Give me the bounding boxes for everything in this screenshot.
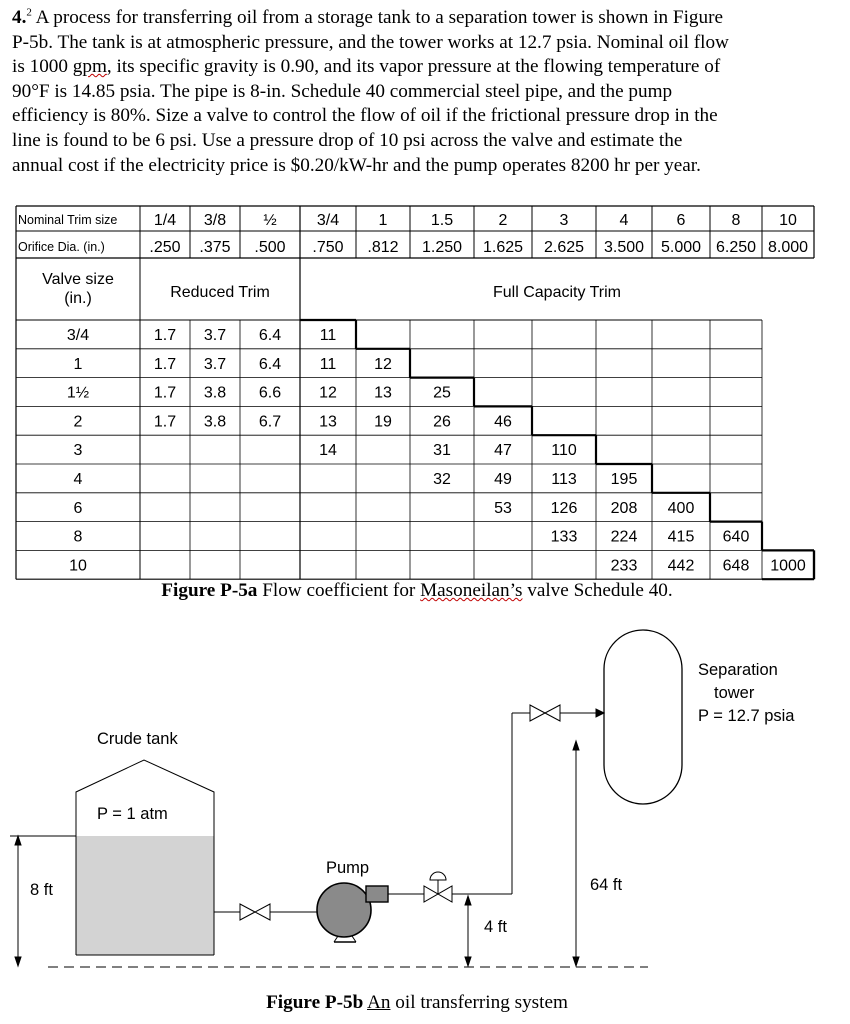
trim-size-header: 3	[559, 212, 569, 229]
trim-size-header: 1.5	[430, 212, 454, 229]
cv-value-cell: 3.7	[203, 327, 227, 344]
problem-line-3: is 1000 gpm, its specific gravity is 0.90, and its vapor pressure at the flowing temperature of	[12, 56, 721, 78]
orifice-dia-label: Orifice Dia. (in.)	[18, 240, 105, 254]
cv-value-cell: 113	[551, 471, 577, 488]
figure-p5b-caption: Figure P-5b An oil transferring system	[266, 992, 568, 1013]
oil-transfer-diagram	[10, 630, 682, 967]
cv-value-cell: 1.7	[153, 355, 177, 373]
valve-size-cell: 1	[73, 355, 83, 373]
valve-size-cell: 8	[73, 528, 83, 546]
trim-size-header: 3/4	[316, 212, 340, 229]
orifice-dia-header: .500	[254, 239, 286, 256]
cv-value-cell: 12	[319, 384, 337, 402]
dim-tank-arrow-down	[15, 957, 21, 966]
orifice-dia-header: 1.250	[421, 239, 463, 256]
top-flow-arrow	[596, 709, 604, 717]
orifice-dia-header: .375	[199, 239, 231, 256]
cv-value-cell: 11	[319, 327, 337, 344]
cv-value-cell: 400	[667, 499, 695, 517]
cv-value-cell: 208	[610, 499, 638, 517]
cv-value-cell: 6.4	[258, 355, 282, 373]
cv-value-cell: 47	[494, 442, 512, 460]
cv-value-cell: 3.7	[203, 355, 227, 373]
cv-value-cell: 14	[319, 442, 337, 460]
dim-tower-label: 64 ft	[590, 876, 623, 894]
trim-size-header: 2	[498, 212, 508, 229]
dim-tank-arrow-up	[15, 836, 21, 845]
cv-value-cell: 13	[374, 384, 392, 402]
cv-value-cell: 13	[319, 413, 337, 431]
trim-size-header: 3/8	[203, 212, 227, 229]
valve-size-cell: 4	[73, 471, 83, 488]
cv-value-cell: 110	[551, 442, 577, 460]
trim-size-header: 10	[779, 212, 797, 229]
orifice-dia-header: .750	[312, 239, 344, 256]
cv-value-cell: 6.6	[258, 384, 282, 402]
trim-size-label: Nominal Trim size	[18, 213, 118, 227]
cv-value-cell: 31	[433, 442, 451, 460]
orifice-dia-header: 3.500	[603, 239, 645, 256]
orifice-dia-header: .250	[149, 239, 181, 256]
pump-discharge-nozzle	[366, 886, 388, 902]
top-valve-icon	[530, 705, 560, 721]
cv-value-cell: 1.7	[153, 327, 177, 344]
valve-size-unit: (in.)	[64, 290, 92, 307]
reduced-trim-label: Reduced Trim	[170, 284, 270, 301]
dim-tower-arrow-down	[573, 957, 579, 966]
dim-tower-arrow-up	[573, 741, 579, 750]
dim-tank-label: 8 ft	[30, 881, 53, 899]
cv-value-cell: 442	[667, 557, 695, 575]
trim-size-header: 1/4	[153, 212, 177, 229]
problem-footnote: 2	[26, 6, 32, 19]
problem-line-1: 4.$^2$ A process for transferring oil from a storage tank to a separation tower is shown in Figure	[12, 6, 724, 28]
cv-value-cell: 648	[722, 557, 750, 575]
cv-value-cell: 195	[610, 471, 638, 488]
orifice-dia-header: 8.000	[767, 239, 809, 256]
cv-value-cell: 233	[610, 557, 638, 575]
cv-value-cell: 1.7	[153, 384, 177, 402]
cv-value-cell: 1.7	[153, 413, 177, 431]
orifice-dia-header: 5.000	[660, 239, 702, 256]
cv-value-cell: 3.8	[203, 384, 227, 402]
valve-size-cell: 1½	[66, 384, 90, 402]
tower-label-line-1: Separation	[698, 661, 778, 679]
cv-value-cell: 12	[374, 355, 392, 373]
pump-foot-right	[352, 936, 356, 942]
cv-value-cell: 25	[433, 384, 451, 402]
cv-value-cell: 32	[433, 471, 451, 488]
cv-value-cell: 1000	[770, 557, 806, 575]
pump-casing	[317, 883, 371, 937]
tower-label-line-2: tower	[714, 684, 755, 702]
crude-oil-level	[77, 836, 214, 955]
cv-value-cell: 19	[374, 413, 392, 431]
trim-size-header: 8	[731, 212, 741, 229]
suction-valve-icon	[240, 904, 270, 920]
trim-size-header: 4	[619, 212, 629, 229]
cv-table-text	[18, 212, 808, 574]
trim-size-header: 6	[676, 212, 686, 229]
cv-value-cell: 126	[550, 499, 578, 517]
valve-size-cell: 6	[73, 499, 83, 517]
crude-tank-roof	[76, 760, 214, 794]
cv-value-cell: 133	[550, 528, 578, 546]
figure-p5a-caption: Figure P-5a Flow coefficient for Masoneilan’s valve Schedule 40.	[161, 580, 673, 601]
cv-value-cell: 49	[494, 471, 512, 488]
valve-size-cell: 2	[73, 413, 83, 431]
problem-number: 4.	[12, 7, 27, 28]
tank-pressure-label: P = 1 atm	[97, 805, 168, 823]
cv-value-cell: 6.7	[258, 413, 282, 431]
cv-value-cell: 26	[433, 413, 451, 431]
problem-line-2: P-5b. The tank is at atmospheric pressure, and the tower works at 12.7 psia. Nominal oil flow	[12, 31, 729, 53]
orifice-dia-header: .812	[367, 239, 399, 256]
problem-line-4: 90°F is 14.85 psia. The pipe is 8-in. Schedule 40 commercial steel pipe, and the pump	[12, 80, 673, 102]
orifice-dia-header: 1.625	[482, 239, 524, 256]
cv-value-cell: 11	[319, 355, 337, 373]
cv-value-cell: 640	[722, 528, 750, 546]
pump-label: Pump	[326, 859, 370, 877]
valve-actuator-icon	[430, 872, 446, 880]
orifice-dia-header: 6.250	[715, 239, 757, 256]
problem-line-6: line is found to be 6 psi. Use a pressure drop of 10 psi across the valve and estimate the	[12, 129, 683, 151]
cv-value-cell: 53	[494, 499, 512, 517]
dim-pump-arrow-down	[465, 957, 471, 966]
separation-tower	[604, 630, 682, 804]
dim-pump-label: 4 ft	[484, 918, 507, 936]
valve-size-cell: 3	[73, 442, 83, 460]
valve-size-cell: 3/4	[66, 327, 90, 344]
crude-tank-label: Crude tank	[97, 730, 178, 748]
cv-value-cell: 6.4	[258, 327, 282, 344]
cv-value-cell: 3.8	[203, 413, 227, 431]
valve-size-cell: 10	[69, 557, 87, 575]
trim-size-header: 1	[378, 212, 388, 229]
tower-label-line-3: P = 12.7 psia	[698, 707, 795, 725]
full-capacity-trim-label: Full Capacity Trim	[492, 284, 622, 301]
cv-value-cell: 46	[494, 413, 512, 431]
problem-line-7: annual cost if the electricity price is $0.20/kW-hr and the pump operates 8200 hr per year.	[12, 154, 701, 176]
trim-size-header: ½	[263, 212, 277, 229]
orifice-dia-header: 2.625	[543, 239, 585, 256]
cv-table-grid	[16, 206, 814, 579]
dim-pump-arrow-up	[465, 896, 471, 905]
cv-value-cell: 224	[610, 528, 638, 546]
valve-size-label: Valve size	[42, 271, 114, 288]
problem-line-5: efficiency is 80%. Size a valve to control the flow of oil if the frictional pressure drop in the	[12, 105, 718, 127]
cv-value-cell: 415	[667, 528, 695, 546]
gpm-unit: gpm	[72, 56, 107, 78]
